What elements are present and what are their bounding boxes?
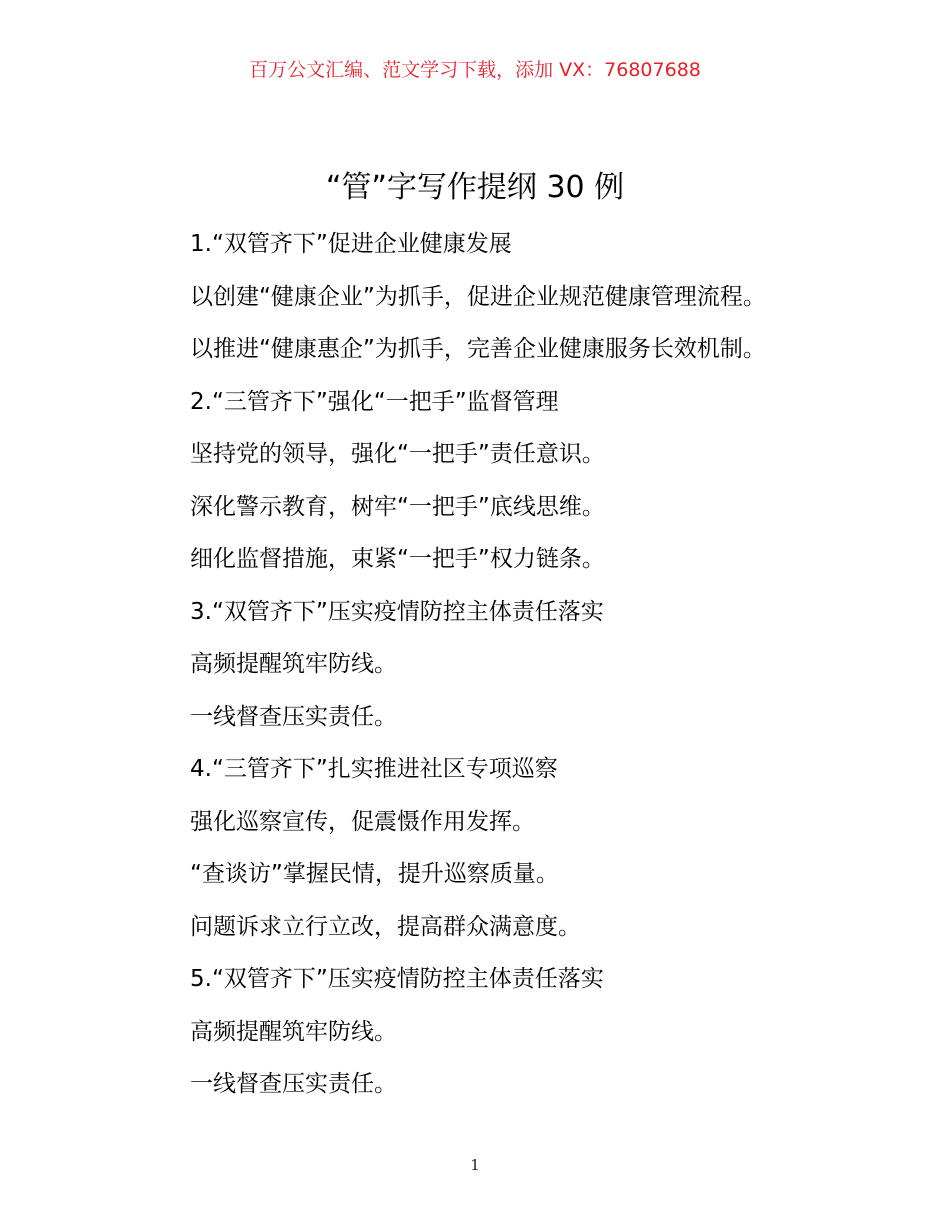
- body-line: 细化监督措施，束紧“一把手”权力链条。: [190, 546, 605, 572]
- body-line: 坚持党的领导，强化“一把手”责任意识。: [190, 441, 605, 467]
- body-line: 以创建“健康企业”为抓手，促进企业规范健康管理流程。: [190, 283, 766, 310]
- header-promo-note: 百万公文汇编、范文学习下载，添加 VX：76807688: [249, 59, 701, 81]
- body-line: 以推进“健康惠企”为抓手，完善企业健康服务长效机制。: [190, 336, 766, 362]
- body-line: 一线督查压实责任。: [190, 703, 397, 730]
- body-line: 一线督查压实责任。: [190, 1071, 397, 1097]
- body-line: “查谈访”掌握民情，提升巡察质量。: [190, 861, 559, 887]
- page-number: 1: [470, 1156, 480, 1174]
- body-line: 强化巡察宣传，促震慑作用发挥。: [190, 808, 535, 835]
- section-heading-4: 4.“三管齐下”扎实推进社区专项巡察: [190, 756, 558, 782]
- body-line: 问题诉求立行立改，提高群众满意度。: [190, 913, 581, 940]
- section-heading-5: 5.“双管齐下”压实疫情防控主体责任落实: [190, 966, 604, 992]
- document-title: “管”字写作提纲 30 例: [325, 170, 625, 205]
- body-line: 高频提醒筑牢防线。: [190, 1018, 397, 1045]
- section-heading-3: 3.“双管齐下”压实疫情防控主体责任落实: [190, 598, 604, 625]
- section-heading-2: 2.“三管齐下”强化“一把手”监督管理: [190, 388, 559, 415]
- body-line: 深化警示教育，树牢“一把手”底线思维。: [190, 493, 605, 520]
- document-body: [190, 228, 910, 1121]
- body-line: 高频提醒筑牢防线。: [190, 651, 397, 677]
- section-heading-1: 1.“双管齐下”促进企业健康发展: [190, 231, 512, 257]
